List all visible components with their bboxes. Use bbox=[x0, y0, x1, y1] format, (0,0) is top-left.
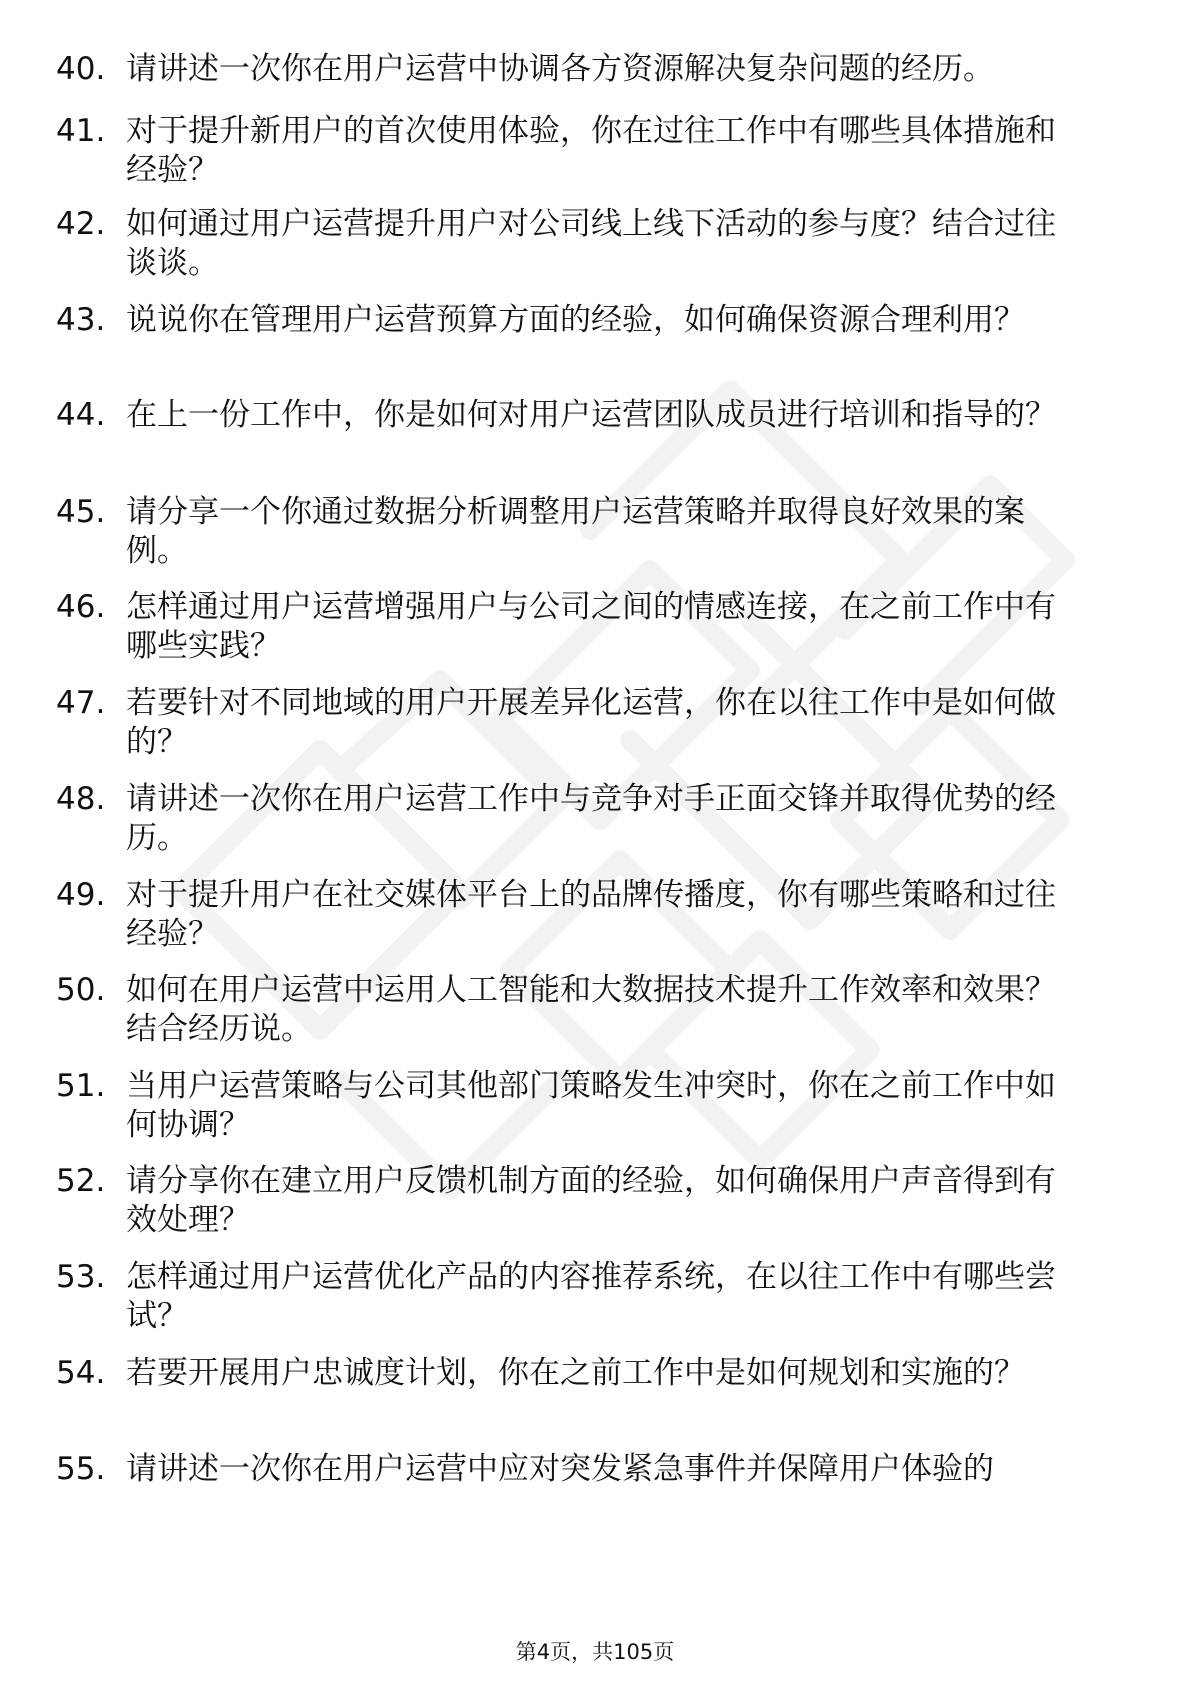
question-number: 51. bbox=[56, 1068, 106, 1104]
question-number: 47. bbox=[56, 685, 106, 721]
question-number: 52. bbox=[56, 1163, 106, 1199]
question-number: 54. bbox=[56, 1355, 106, 1391]
question-text: 怎样通过用户运营增强用户与公司之间的情感连接，在之前工作中有哪些实践？ bbox=[126, 589, 1056, 664]
question-text: 若要针对不同地域的用户开展差异化运营，你在以往工作中是如何做的？ bbox=[126, 685, 1056, 760]
question-number: 49. bbox=[56, 877, 106, 913]
question-text: 当用户运营策略与公司其他部门策略发生冲突时，你在之前工作中如何协调？ bbox=[126, 1068, 1056, 1143]
question-text: 如何在用户运营中运用人工智能和大数据技术提升工作效率和效果？结合经历说。 bbox=[126, 972, 1056, 1047]
question-text: 若要开展用户忠诚度计划，你在之前工作中是如何规划和实施的？ bbox=[126, 1355, 1025, 1391]
question-text: 请讲述一次你在用户运营中应对突发紧急事件并保障用户体验的 bbox=[126, 1451, 994, 1487]
question-number: 44. bbox=[56, 397, 106, 433]
question-item-42 bbox=[56, 205, 1126, 283]
question-number: 42. bbox=[56, 206, 106, 242]
question-item-50 bbox=[56, 971, 1126, 1049]
question-text: 请讲述一次你在用户运营中协调各方资源解决复杂问题的经历。 bbox=[126, 51, 994, 87]
question-number: 40. bbox=[56, 51, 106, 87]
question-text: 怎样通过用户运营优化产品的内容推荐系统，在以往工作中有哪些尝试？ bbox=[126, 1259, 1056, 1334]
question-number: 43. bbox=[56, 302, 106, 338]
question-number: 46. bbox=[56, 589, 106, 625]
question-item-47 bbox=[56, 684, 1126, 762]
question-text: 如何通过用户运营提升用户对公司线上线下活动的参与度？结合过往谈谈。 bbox=[126, 206, 1056, 281]
question-item-51 bbox=[56, 1067, 1126, 1145]
question-item-49 bbox=[56, 876, 1126, 954]
question-item-55 bbox=[56, 1450, 1126, 1489]
question-number: 53. bbox=[56, 1259, 106, 1295]
question-item-45 bbox=[56, 493, 1126, 571]
question-text: 说说你在管理用户运营预算方面的经验，如何确保资源合理利用？ bbox=[126, 302, 1025, 338]
question-item-46 bbox=[56, 588, 1126, 666]
question-text: 在上一份工作中，你是如何对用户运营团队成员进行培训和指导的？ bbox=[126, 397, 1056, 433]
question-text: 请分享你在建立用户反馈机制方面的经验，如何确保用户声音得到有效处理？ bbox=[126, 1163, 1056, 1238]
question-text: 请分享一个你通过数据分析调整用户运营策略并取得良好效果的案例。 bbox=[126, 494, 1025, 569]
question-item-44 bbox=[56, 396, 1126, 435]
question-item-41 bbox=[56, 112, 1126, 190]
question-item-48 bbox=[56, 780, 1126, 858]
question-number: 41. bbox=[56, 113, 106, 149]
question-item-52 bbox=[56, 1162, 1126, 1240]
question-number: 45. bbox=[56, 494, 106, 530]
question-item-53 bbox=[56, 1258, 1126, 1336]
question-item-40 bbox=[56, 50, 1126, 89]
question-text: 对于提升用户在社交媒体平台上的品牌传播度，你有哪些策略和过往经验？ bbox=[126, 877, 1056, 952]
page-footer bbox=[0, 1638, 1190, 1666]
page-number-label: 第4页，共105页 bbox=[515, 1640, 675, 1664]
question-number: 55. bbox=[56, 1451, 106, 1487]
question-item-43 bbox=[56, 301, 1126, 340]
question-number: 48. bbox=[56, 781, 106, 817]
question-number: 50. bbox=[56, 972, 106, 1008]
question-text: 请讲述一次你在用户运营工作中与竞争对手正面交锋并取得优势的经历。 bbox=[126, 781, 1056, 856]
question-item-54 bbox=[56, 1354, 1126, 1393]
question-text: 对于提升新用户的首次使用体验，你在过往工作中有哪些具体措施和经验？ bbox=[126, 113, 1056, 188]
